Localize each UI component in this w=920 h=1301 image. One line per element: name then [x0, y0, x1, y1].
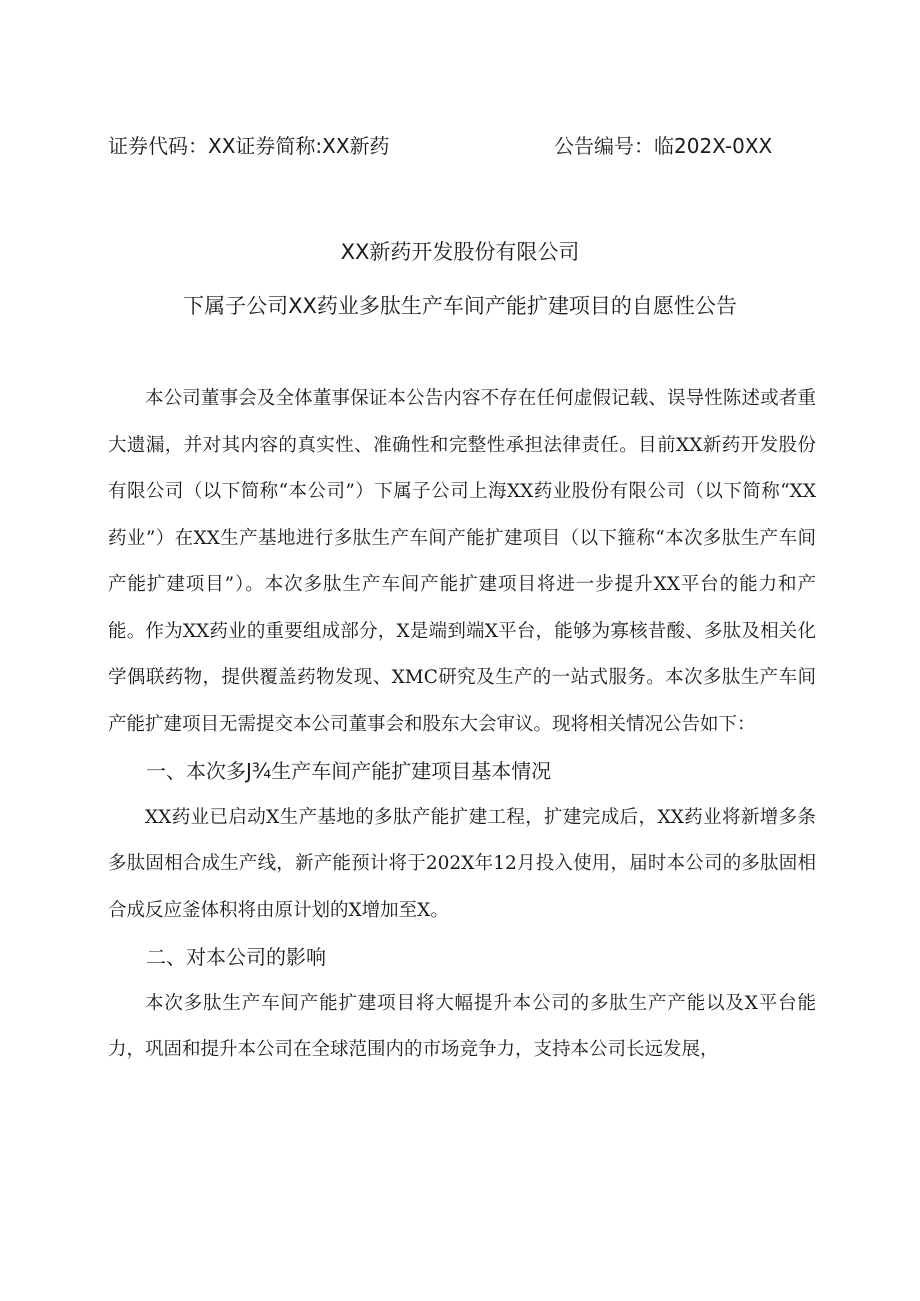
intro-paragraph: 本公司董事会及全体董事保证本公告内容不存在任何虚假记载、误导性陈述或者重大遗漏，并对其内容的真实性、准确性和完整性承担法律责任。目前XX新药开发股份有限公司（以下简称“本公司”）下属子公司上海XX药业股份有限公司（以下简称“XX药业”）在XX生产基地进行多肽生产车间产能扩建项目（以下箍称“本次多肽生产车间产能扩建项目”）。本次多肽生产车间产能扩建项目将进一步提升XX平台的能力和产能。作为XX药业的重要组成部分，X是端到端X平台，能够为寡核昔酸、多肽及相关化学偶联药物，提供覆盖药物发现、XMC研究及生产的一站式服务。本次多肽生产车间产能扩建项目无需提交本公司董事会和股东大会审议。现将相关情况公告如下： [108, 388, 816, 735]
announcement-number: 公告编号：临202X-0XX [554, 134, 773, 158]
announcement-title: 下属子公司XX药业多肽生产车间产能扩建项目的自愿性公告 [183, 294, 737, 318]
stock-code: 证券代码：XX证券简称:XX新药 [108, 134, 390, 158]
company-name-title: XX新药开发股份有限公司 [340, 240, 580, 264]
section2-heading: 二、对本公司的影响 [146, 945, 326, 969]
announcement-body [108, 376, 816, 1074]
section1-heading: 一、本次多J¾生产车间产能扩建项目基本情况 [146, 759, 552, 783]
section2-paragraph: 本次多肽生产车间产能扩建项目将大幅提升本公司的多肽生产产能以及X平台能力，巩固和提升本公司在全球范围内的市场竞争力，支持本公司长远发展， [108, 992, 816, 1060]
announcement-header [108, 126, 808, 166]
section1-paragraph: XX药业已启动X生产基地的多肽产能扩建工程，扩建完成后，XX药业将新增多条多肽固相合成生产线，新产能预计将于202X年12月投入使用，届时本公司的多肽固相合成反应釜体积将由原计划的X增加至X。 [108, 806, 816, 921]
